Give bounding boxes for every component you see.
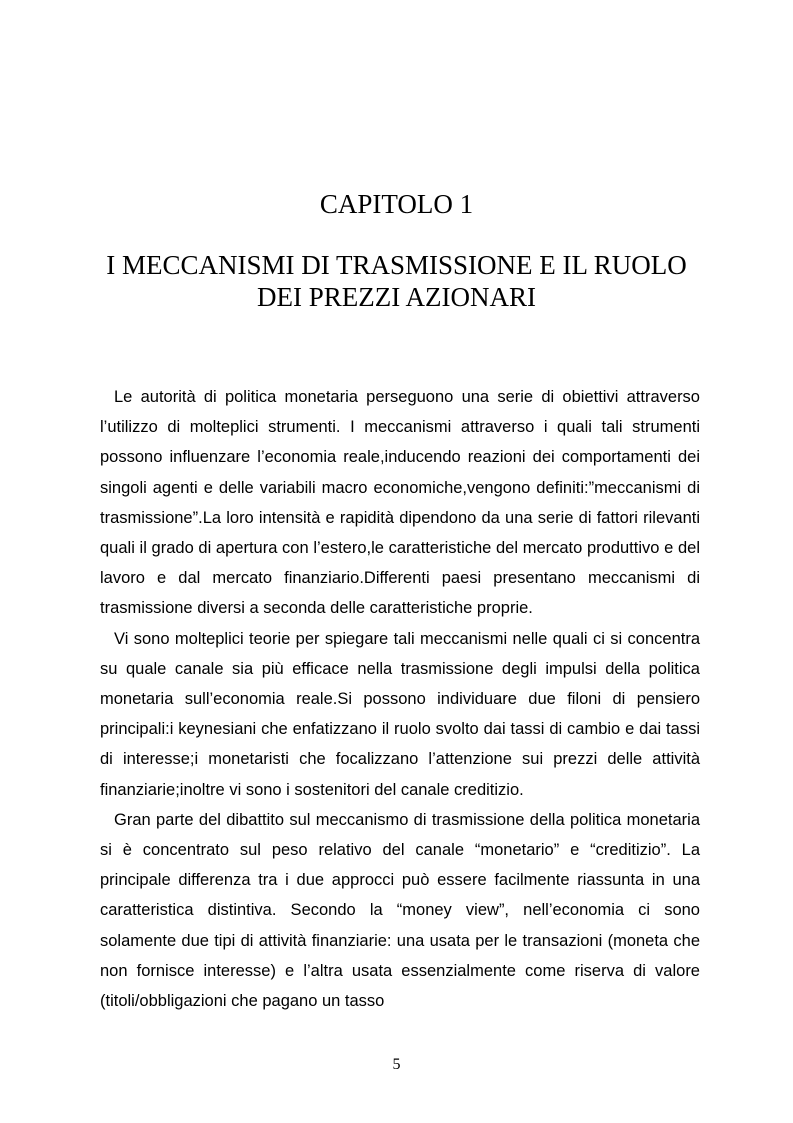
paragraph: Gran parte del dibattito sul meccanismo di trasmissione della politica monetaria si è concentrato sul peso relativo del canale “monetario” e “creditizio”. La principale differenza tra i due approcci può essere facilmente riassunta in una caratteristica distintiva. Secondo la “money view”, nell’economia ci sono solamente due tipi di attività finanziarie: una usata per le transazioni (moneta che non fornisce interesse) e l’altra usata essenzialmente come riserva di valore (titoli/obbligazioni che pagano un tasso <box>100 810 700 1011</box>
chapter-title-line: DEI PREZZI AZIONARI <box>257 282 536 312</box>
page-number: 5 <box>392 1056 401 1073</box>
chapter-number: CAPITOLO 1 <box>319 189 474 219</box>
paragraph: Vi sono molteplici teorie per spiegare tali meccanismi nelle quali ci si concentra su quale canale sia più efficace nella trasmissione degli impulsi della politica monetaria sull’economia reale.Si possono individuare due filoni di pensiero principali:i keynesiani che enfatizzano il ruolo svolto dai tassi di cambio e dai tassi di interesse;i monetaristi che focalizzano l’attenzione sui prezzi delle attività finanziarie;inoltre vi sono i sostenitori del canale creditizio. <box>100 629 700 799</box>
paragraph: Le autorità di politica monetaria perseguono una serie di obiettivi attraverso l’utilizzo di molteplici strumenti. I meccanismi attraverso i quali tali strumenti possono influenzare l’economia reale,inducendo reazioni dei comportamenti dei singoli agenti e delle variabili macro economiche,vengono definiti:”meccanismi di trasmissione”.La loro intensità e rapidità dipendono da una serie di fattori rilevanti quali il grado di apertura con l’estero,le caratteristiche del mercato produttivo e del lavoro e dal mercato finanziario.Differenti paesi presentano meccanismi di trasmissione diversi a seconda delle caratteristiche proprie. <box>100 388 700 618</box>
body-text <box>100 382 700 1016</box>
chapter-title <box>0 249 793 313</box>
chapter-title-line: I MECCANISMI DI TRASMISSIONE E IL RUOLO <box>106 250 687 280</box>
